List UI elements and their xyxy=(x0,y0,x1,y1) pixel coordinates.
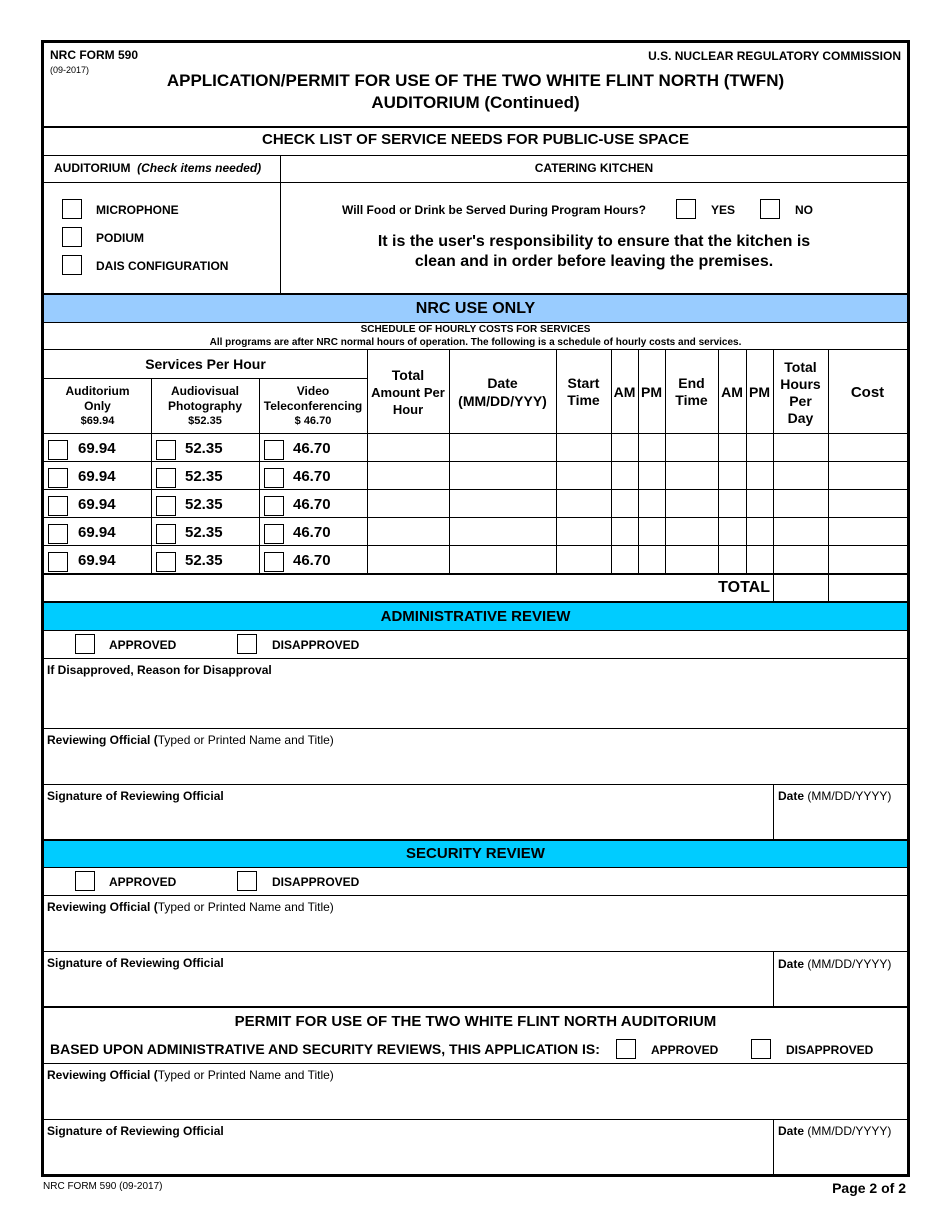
schedule-note: All programs are after NRC normal hours of operation. The following is a schedule of hourly costs and services. xyxy=(209,337,742,348)
permit-disapproved-checkbox[interactable] xyxy=(751,1039,771,1059)
kitchen-note-2: clean and in order before leaving the premises. xyxy=(414,253,774,270)
col-am2: AM xyxy=(721,384,743,400)
av-checkbox[interactable] xyxy=(156,552,176,572)
admin-official-label-bold: Reviewing Official ( xyxy=(47,733,158,747)
rate-video: 46.70 xyxy=(293,468,331,485)
col-video xyxy=(259,384,367,429)
security-official-label-rest: Typed or Printed Name and Title) xyxy=(157,900,334,914)
col-av-l1: Audiovisual xyxy=(170,384,239,398)
permit-disapproved-label: DISAPPROVED xyxy=(786,1043,874,1057)
admin-review-bar: ADMINISTRATIVE REVIEW xyxy=(44,603,907,630)
rate-video: 46.70 xyxy=(293,440,331,457)
microphone-checkbox[interactable] xyxy=(62,199,82,219)
security-review-bar: SECURITY REVIEW xyxy=(44,841,907,867)
admin-date-label-bold: Date xyxy=(778,789,805,803)
auditorium-checkbox[interactable] xyxy=(48,440,68,460)
av-checkbox[interactable] xyxy=(156,468,176,488)
security-approved-label: APPROVED xyxy=(109,875,177,889)
auditorium-hint: (Check items needed) xyxy=(137,161,262,175)
col-total-hours-l4: Day xyxy=(787,410,814,426)
col-total-amount xyxy=(367,367,449,418)
divider xyxy=(44,322,907,323)
rate-auditorium: 69.94 xyxy=(78,552,116,569)
admin-signature-label: Signature of Reviewing Official xyxy=(47,789,224,803)
form-date: (09-2017) xyxy=(50,65,90,75)
auditorium-checkbox[interactable] xyxy=(48,552,68,572)
rate-av: 52.35 xyxy=(185,440,223,457)
microphone-label: MICROPHONE xyxy=(96,203,179,217)
food-question: Will Food or Drink be Served During Program Hours? xyxy=(342,203,646,217)
col-end-l2: Time xyxy=(675,392,708,408)
col-video-l2: Teleconferencing xyxy=(263,399,363,413)
col-date xyxy=(449,374,556,410)
col-auditorium-l1: Auditorium xyxy=(65,384,130,398)
agency-name: U.S. NUCLEAR REGULATORY COMMISSION xyxy=(648,49,901,63)
divider xyxy=(44,895,907,896)
video-checkbox[interactable] xyxy=(264,468,284,488)
divider xyxy=(280,155,281,293)
divider xyxy=(773,1119,774,1174)
divider xyxy=(44,433,907,434)
rate-auditorium: 69.94 xyxy=(78,524,116,541)
admin-signature-field[interactable] xyxy=(47,805,769,839)
permit-date-label xyxy=(778,1124,891,1138)
rate-av: 52.35 xyxy=(185,524,223,541)
col-total-amount-l1: Total xyxy=(391,367,425,383)
av-checkbox[interactable] xyxy=(156,524,176,544)
rate-av: 52.35 xyxy=(185,552,223,569)
rate-auditorium: 69.94 xyxy=(78,440,116,457)
admin-disapproved-label: DISAPPROVED xyxy=(272,638,360,652)
col-total-amount-l2: Amount Per xyxy=(371,385,445,400)
permit-official-label-rest: Typed or Printed Name and Title) xyxy=(157,1068,334,1082)
title-line-2: AUDITORIUM (Continued) xyxy=(371,93,580,112)
security-approved-checkbox[interactable] xyxy=(75,871,95,891)
disapproval-reason-label: If Disapproved, Reason for Disapproval xyxy=(47,663,272,677)
page-number: Page 2 of 2 xyxy=(832,1180,906,1196)
video-checkbox[interactable] xyxy=(264,524,284,544)
col-start xyxy=(556,375,611,409)
kitchen-note-1: It is the user's responsibility to ensure that the kitchen is xyxy=(377,233,811,250)
permit-date-label-bold: Date xyxy=(778,1124,805,1138)
food-no-checkbox[interactable] xyxy=(760,199,780,219)
security-date-label-rest: (MM/DD/YYYY) xyxy=(804,957,892,971)
divider xyxy=(44,784,907,785)
col-total-hours xyxy=(773,359,828,427)
divider xyxy=(44,545,907,546)
col-total-hours-l2: Hours xyxy=(780,376,821,392)
col-av-l3: $52.35 xyxy=(188,415,222,427)
security-official-label-bold: Reviewing Official ( xyxy=(47,900,158,914)
divider xyxy=(44,126,907,128)
permit-approved-checkbox[interactable] xyxy=(616,1039,636,1059)
divider xyxy=(44,867,907,868)
security-official-label xyxy=(47,900,334,914)
security-date-label xyxy=(778,957,891,971)
schedule-title: SCHEDULE OF HOURLY COSTS FOR SERVICES xyxy=(360,324,591,335)
admin-date-field[interactable] xyxy=(778,805,903,839)
disapproval-reason-field[interactable] xyxy=(47,664,902,726)
divider xyxy=(44,573,907,575)
col-auditorium-l3: $69.94 xyxy=(80,415,115,427)
permit-date-field[interactable] xyxy=(778,1140,903,1172)
divider xyxy=(44,1063,907,1064)
col-am: AM xyxy=(613,384,636,400)
col-total-hours-l1: Total xyxy=(784,359,817,375)
podium-checkbox[interactable] xyxy=(62,227,82,247)
auditorium-label: AUDITORIUM (Check items needed) xyxy=(54,161,262,175)
admin-approved-checkbox[interactable] xyxy=(75,634,95,654)
divider xyxy=(44,182,907,183)
food-no-label: NO xyxy=(795,203,813,217)
food-yes-label: YES xyxy=(711,203,736,217)
av-checkbox[interactable] xyxy=(156,440,176,460)
security-signature-field[interactable] xyxy=(47,972,769,1006)
col-start-l1: Start xyxy=(567,375,600,391)
rate-video: 46.70 xyxy=(293,524,331,541)
permit-signature-label: Signature of Reviewing Official xyxy=(47,1124,224,1138)
services-header: Services Per Hour xyxy=(145,356,266,372)
av-checkbox[interactable] xyxy=(156,496,176,516)
security-disapproved-checkbox[interactable] xyxy=(237,871,257,891)
total-label: TOTAL xyxy=(718,579,770,596)
divider xyxy=(44,489,907,490)
admin-disapproved-checkbox[interactable] xyxy=(237,634,257,654)
col-pm2: PM xyxy=(749,384,770,400)
col-date-l1: Date xyxy=(487,375,518,391)
col-end xyxy=(665,375,718,409)
checklist-title: CHECK LIST OF SERVICE NEEDS FOR PUBLIC-USE SPACE xyxy=(262,131,689,148)
col-total-hours-l3: Per xyxy=(789,393,812,409)
divider xyxy=(44,1119,907,1120)
catering-label: CATERING KITCHEN xyxy=(534,161,654,175)
form-frame xyxy=(41,40,910,1177)
col-auditorium-l2: Only xyxy=(84,399,111,413)
rate-av: 52.35 xyxy=(185,468,223,485)
auditorium-checkbox[interactable] xyxy=(48,468,68,488)
col-cost: Cost xyxy=(850,384,885,401)
auditorium-checkbox[interactable] xyxy=(48,524,68,544)
video-checkbox[interactable] xyxy=(264,440,284,460)
col-av xyxy=(151,384,259,429)
divider xyxy=(773,784,774,840)
permit-title: PERMIT FOR USE OF THE TWO WHITE FLINT NORTH AUDITORIUM xyxy=(234,1013,717,1030)
permit-official-label xyxy=(47,1068,334,1082)
rate-video: 46.70 xyxy=(293,552,331,569)
col-pm: PM xyxy=(641,384,662,400)
rate-auditorium: 69.94 xyxy=(78,496,116,513)
rate-auditorium: 69.94 xyxy=(78,468,116,485)
admin-date-label-rest: (MM/DD/YYYY) xyxy=(804,789,892,803)
rate-video: 46.70 xyxy=(293,496,331,513)
permit-statement: BASED UPON ADMINISTRATIVE AND SECURITY REVIEWS, THIS APPLICATION IS: xyxy=(50,1041,600,1057)
rate-av: 52.35 xyxy=(185,496,223,513)
security-official-field[interactable] xyxy=(47,915,902,949)
video-checkbox[interactable] xyxy=(264,552,284,572)
admin-date-label xyxy=(778,789,891,803)
podium-label: PODIUM xyxy=(96,231,144,245)
col-total-amount-l3: Hour xyxy=(392,402,424,417)
food-yes-checkbox[interactable] xyxy=(676,199,696,219)
divider xyxy=(44,155,907,156)
nrc-use-bar: NRC USE ONLY xyxy=(44,295,907,322)
security-date-label-bold: Date xyxy=(778,957,805,971)
permit-approved-label: APPROVED xyxy=(651,1043,719,1057)
divider xyxy=(44,658,907,659)
col-end-l1: End xyxy=(678,375,705,391)
divider xyxy=(44,728,907,729)
permit-signature-field[interactable] xyxy=(47,1140,769,1172)
divider xyxy=(44,630,907,631)
dais-checkbox[interactable] xyxy=(62,255,82,275)
footer-form-ref: NRC FORM 590 (09-2017) xyxy=(43,1181,163,1192)
col-av-l2: Photography xyxy=(168,399,242,413)
dais-label: DAIS CONFIGURATION xyxy=(96,259,229,273)
divider xyxy=(44,1006,907,1008)
divider xyxy=(44,349,907,350)
col-date-l2: (MM/DD/YYY) xyxy=(458,393,547,409)
divider xyxy=(44,517,907,518)
video-checkbox[interactable] xyxy=(264,496,284,516)
divider xyxy=(44,951,907,952)
admin-official-label-rest: Typed or Printed Name and Title) xyxy=(157,733,334,747)
permit-official-label-bold: Reviewing Official ( xyxy=(47,1068,158,1082)
admin-approved-label: APPROVED xyxy=(109,638,177,652)
security-signature-label: Signature of Reviewing Official xyxy=(47,956,224,970)
permit-date-label-rest: (MM/DD/YYYY) xyxy=(804,1124,892,1138)
col-video-l1: Video xyxy=(296,384,330,398)
permit-official-field[interactable] xyxy=(47,1083,902,1117)
admin-official-field[interactable] xyxy=(47,748,902,782)
auditorium-checkbox[interactable] xyxy=(48,496,68,516)
divider xyxy=(773,951,774,1007)
col-auditorium xyxy=(44,384,151,429)
divider xyxy=(44,461,907,462)
col-video-l3: $ 46.70 xyxy=(294,415,332,427)
admin-official-label xyxy=(47,733,334,747)
form-id: NRC FORM 590 xyxy=(50,48,139,62)
security-date-field[interactable] xyxy=(778,972,903,1006)
col-start-l2: Time xyxy=(567,392,600,408)
divider xyxy=(44,378,367,379)
security-disapproved-label: DISAPPROVED xyxy=(272,875,360,889)
title-line-1: APPLICATION/PERMIT FOR USE OF THE TWO WHITE FLINT NORTH (TWFN) xyxy=(166,71,785,90)
